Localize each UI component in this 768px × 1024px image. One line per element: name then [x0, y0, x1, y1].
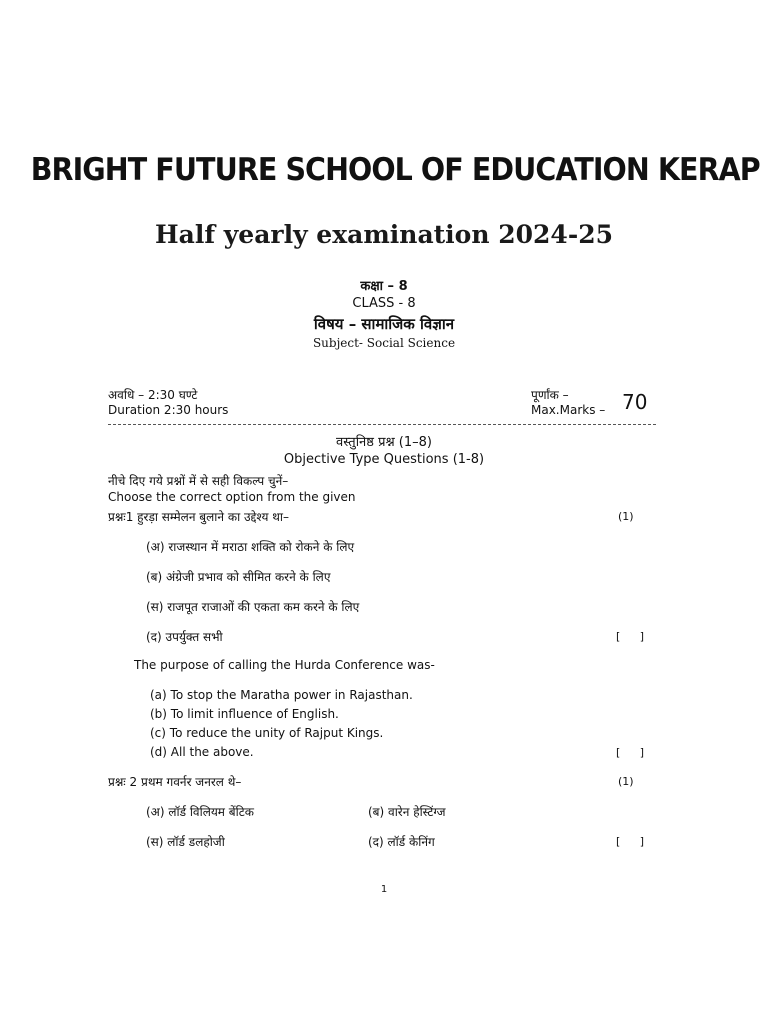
question-1-option-d-hindi: (द) उपर्युक्त सभी [146, 630, 223, 644]
question-2-option-a-hindi: (अ) लॉर्ड विलियम बेंटिक [146, 805, 255, 819]
section-title-hindi: वस्तुनिष्ठ प्रश्न (1–8) [336, 435, 432, 450]
question-1-answer-box-english[interactable]: [ ] [616, 746, 653, 759]
question-2-answer-box-hindi[interactable]: [ ] [616, 835, 653, 848]
question-2-option-c-hindi: (स) लॉर्ड डलहोजी [146, 835, 225, 849]
question-1-answer-box-hindi[interactable]: [ ] [616, 630, 653, 643]
subject-hindi: विषय – सामाजिक विज्ञान [313, 315, 455, 333]
question-1-marks: (1) [618, 510, 634, 523]
question-1-option-c-hindi: (स) राजपूत राजाओं की एकता कम करने के लिए [146, 600, 360, 614]
question-1-option-b-english: (b) To limit influence of English. [150, 707, 339, 721]
school-name: BRIGHT FUTURE SCHOOL OF EDUCATION KERAP [30, 152, 760, 188]
question-2-hindi: प्रश्नः 2 प्रथम गवर्नर जनरल थे– [108, 775, 242, 789]
question-1-option-a-hindi: (अ) राजस्थान में मराठा शक्ति को रोकने के लिए [146, 540, 355, 554]
page-number: 1 [380, 884, 388, 895]
question-1-english: The purpose of calling the Hurda Conference was- [134, 658, 435, 672]
header-divider [108, 424, 656, 425]
instruction-english: Choose the correct option from the given [108, 490, 356, 504]
exam-title: Half yearly examination 2024-25 [155, 220, 613, 249]
instruction-hindi: नीचे दिए गये प्रश्नों में से सही विकल्प चुनें– [108, 474, 289, 488]
section-title-english: Objective Type Questions (1-8) [283, 452, 485, 467]
question-1-hindi: प्रश्नः1 हुरड़ा सम्मेलन बुलाने का उद्देश्य था– [108, 510, 290, 524]
question-2-marks: (1) [618, 775, 634, 788]
question-1-option-d-english: (d) All the above. [150, 745, 254, 759]
subject-english: Subject- Social Science [312, 336, 456, 350]
max-marks-hindi: पूर्णांक – [531, 388, 569, 402]
class-english: CLASS - 8 [352, 296, 416, 311]
duration-english: Duration 2:30 hours [108, 403, 229, 417]
question-1-option-a-english: (a) To stop the Maratha power in Rajasthan. [150, 688, 413, 702]
max-marks-english: Max.Marks – [531, 403, 606, 417]
class-hindi: कक्षा – 8 [360, 279, 408, 294]
question-2-option-d-hindi: (द) लॉर्ड केनिंग [368, 835, 435, 849]
question-2-option-b-hindi: (ब) वारेन हेस्टिंग्ज [368, 805, 446, 819]
max-marks-value: 70 [622, 390, 648, 414]
duration-hindi: अवधि – 2:30 घण्टे [108, 388, 198, 402]
question-1-option-b-hindi: (ब) अंग्रेजी प्रभाव को सीमित करने के लिए [146, 570, 331, 584]
question-1-option-c-english: (c) To reduce the unity of Rajput Kings. [150, 726, 384, 740]
